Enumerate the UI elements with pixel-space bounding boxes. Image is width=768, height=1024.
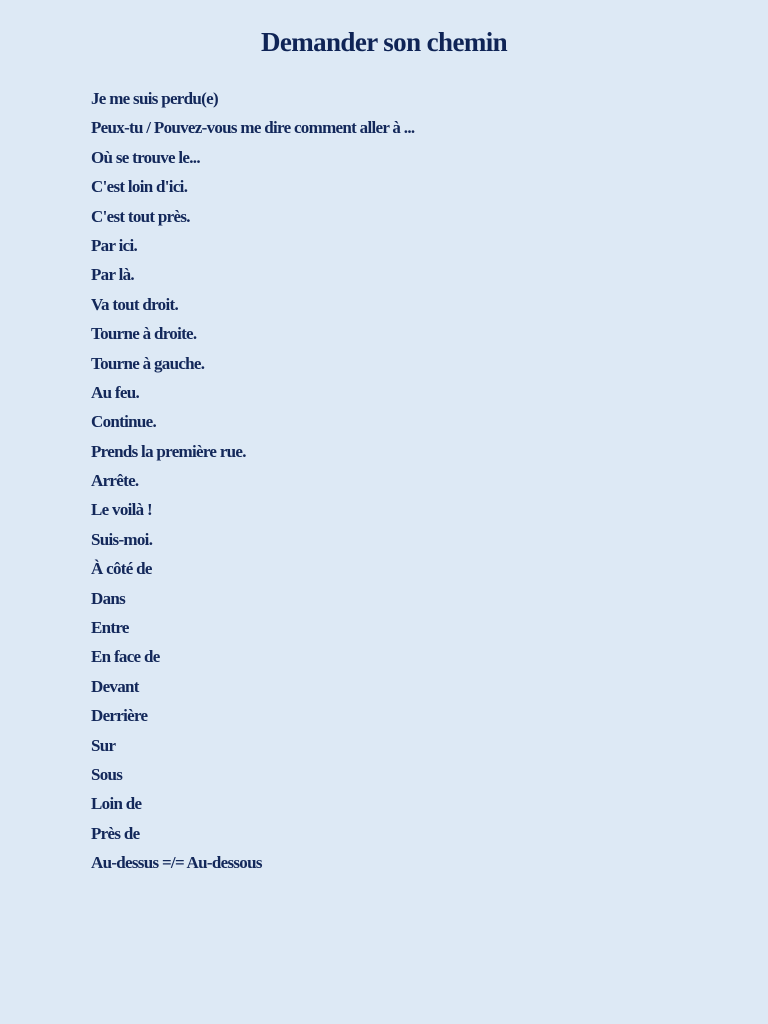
phrase-item: En face de xyxy=(91,647,160,667)
phrase-item: Dans xyxy=(91,588,126,608)
phrase-item: Arrête. xyxy=(91,471,139,491)
phrase-item: Entre xyxy=(91,618,129,638)
page-title: Demander son chemin xyxy=(260,27,508,57)
phrase-item: Devant xyxy=(91,676,139,696)
phrase-item: Suis-moi. xyxy=(91,529,153,549)
phrase-item: Tourne à droite. xyxy=(91,324,197,344)
phrase-item: Tourne à gauche. xyxy=(91,353,205,373)
phrase-item: Prends la première rue. xyxy=(91,441,246,461)
phrase-item: Près de xyxy=(91,823,140,843)
phrase-item: C'est tout près. xyxy=(91,206,190,226)
phrase-item: Où se trouve le... xyxy=(91,147,200,167)
phrase-item: Peux-tu / Pouvez-vous me dire comment aller à ... xyxy=(91,118,415,138)
phrase-item: Au feu. xyxy=(91,382,139,402)
phrase-item: Va tout droit. xyxy=(91,294,179,314)
phrase-item: Le voilà ! xyxy=(91,500,152,520)
phrase-item: Par là. xyxy=(91,265,134,285)
phrase-item: À côté de xyxy=(91,559,152,579)
phrase-item: Continue. xyxy=(91,412,157,432)
phrase-list xyxy=(91,84,414,878)
phrase-item: Loin de xyxy=(91,794,142,814)
phrase-item: Derrière xyxy=(91,706,148,726)
phrase-item: Sur xyxy=(91,735,116,755)
phrase-item: Je me suis perdu(e) xyxy=(91,89,218,108)
phrase-item: Au-dessus =/= Au-dessous xyxy=(91,853,262,873)
phrase-item: Par ici. xyxy=(91,235,138,255)
phrase-item: Sous xyxy=(91,764,123,784)
phrase-item: C'est loin d'ici. xyxy=(91,177,188,197)
